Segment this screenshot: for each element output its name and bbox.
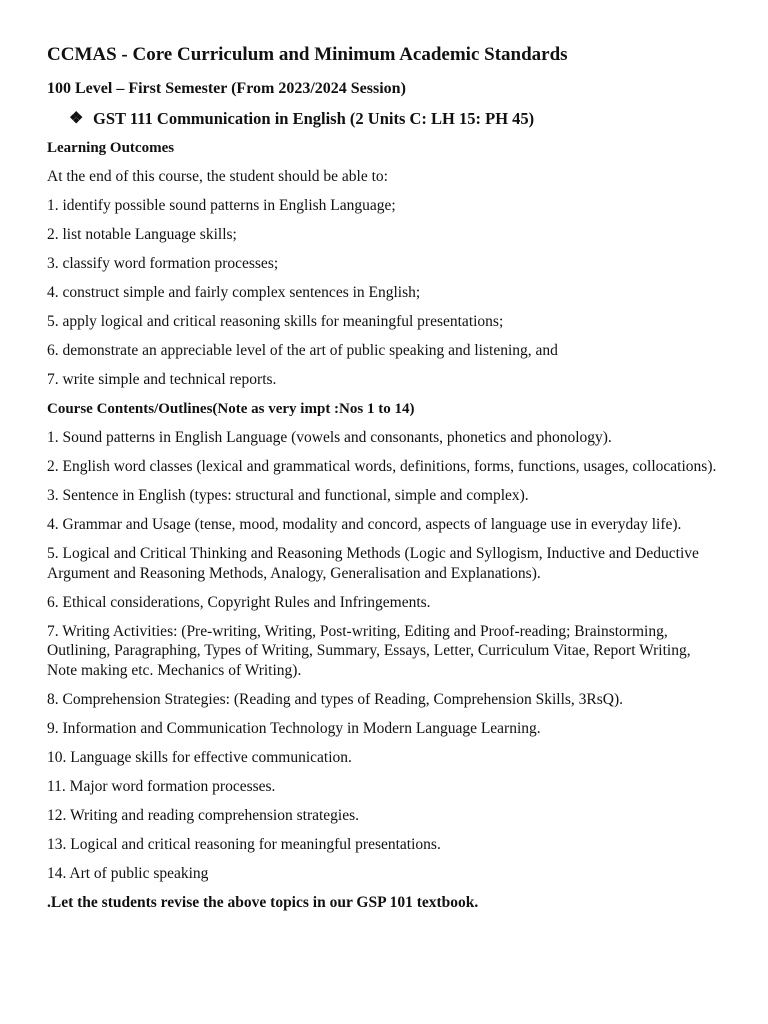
list-item: 1. Sound patterns in English Language (vowels and consonants, phonetics and phonology). <box>47 429 612 446</box>
list-item: 6. Ethical considerations, Copyright Rules and Infringements. <box>47 593 431 611</box>
list-item: 9. Information and Communication Technology in Modern Language Learning. <box>47 719 541 737</box>
list-item: 2. English word classes (lexical and grammatical words, definitions, forms, functions, usages, collocations). <box>47 458 717 475</box>
list-item: 8. Comprehension Strategies: (Reading and types of Reading, Comprehension Skills, 3RsQ). <box>47 690 624 708</box>
learning-outcomes-list <box>47 196 724 390</box>
list-item: 5. apply logical and critical reasoning skills for meaningful presentations; <box>47 313 504 330</box>
list-item: 3. Sentence in English (types: structural and functional, simple and complex). <box>47 487 529 504</box>
list-item: 12. Writing and reading comprehension strategies. <box>47 806 360 824</box>
list-item: 7. write simple and technical reports. <box>47 371 277 388</box>
list-item: 6. demonstrate an appreciable level of the art of public speaking and listening, and <box>47 342 558 359</box>
level-semester-subtitle: 100 Level – First Semester (From 2023/2024 Session) <box>47 80 406 97</box>
course-contents-list <box>47 428 724 883</box>
closing-note: .Let the students revise the above topics in our GSP 101 textbook. <box>47 893 479 911</box>
learning-outcomes-heading: Learning Outcomes <box>47 140 175 156</box>
list-item: 2. list notable Language skills; <box>47 226 237 243</box>
list-item: 13. Logical and critical reasoning for meaningful presentations. <box>47 835 441 853</box>
list-item: 10. Language skills for effective communication. <box>47 748 352 766</box>
learning-outcomes-intro: At the end of this course, the student should be able to: <box>47 168 388 185</box>
list-item: 4. Grammar and Usage (tense, mood, modality and concord, aspects of language use in everyday life). <box>47 516 682 533</box>
document-title: CCMAS - Core Curriculum and Minimum Academic Standards <box>47 44 568 65</box>
list-item: 14. Art of public speaking <box>47 864 209 882</box>
list-item: 7. Writing Activities: (Pre-writing, Writing, Post-writing, Editing and Proof-reading; Brainstorming, Outlining, Paragraphing, Types of Writing, Summary, Essays, Letter, Curriculum Vitae, Report Writing, Note making etc. Mechanics of Writing). <box>47 622 691 679</box>
list-item: 1. identify possible sound patterns in English Language; <box>47 197 396 214</box>
list-item: 11. Major word formation processes. <box>47 777 276 795</box>
course-heading <box>69 108 724 130</box>
list-item: 5. Logical and Critical Thinking and Reasoning Methods (Logic and Syllogism, Inductive and Deductive Argument and Reasoning Methods, Analogy, Generalisation and Explanations). <box>47 545 699 582</box>
course-contents-heading: Course Contents/Outlines(Note as very impt :Nos 1 to 14) <box>47 401 415 417</box>
list-item: 3. classify word formation processes; <box>47 255 279 272</box>
list-item: 4. construct simple and fairly complex sentences in English; <box>47 284 421 301</box>
course-heading-text: GST 111 Communication in English (2 Units C: LH 15: PH 45) <box>93 109 535 128</box>
diamond-bullet-icon: ❖ <box>69 110 84 127</box>
